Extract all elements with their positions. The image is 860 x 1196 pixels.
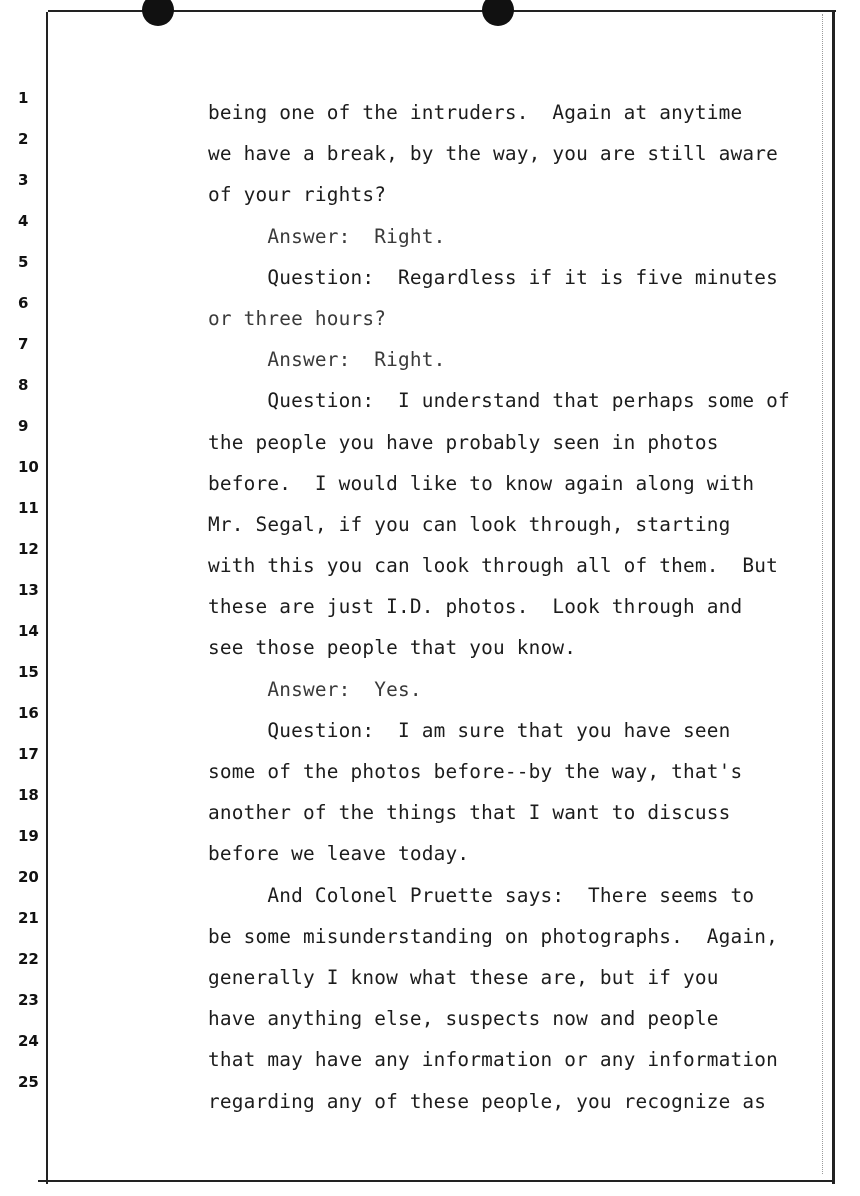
transcript-line: that may have any information or any information: [208, 1048, 778, 1072]
line-number: 14: [18, 622, 39, 640]
line-number: 12: [18, 540, 39, 558]
line-number: 9: [18, 417, 29, 435]
line-number: 17: [18, 745, 39, 763]
line-number: 16: [18, 704, 39, 722]
transcript-line: being one of the intruders. Again at anytime: [208, 101, 743, 124]
transcript-line: Answer: Right.: [208, 224, 446, 248]
line-number: 25: [18, 1073, 39, 1091]
transcript-line: regarding any of these people, you recognize as: [208, 1089, 767, 1113]
line-number: 22: [18, 950, 39, 968]
line-number: 4: [18, 212, 29, 230]
transcript-text: [208, 98, 830, 1128]
line-number: 21: [18, 909, 39, 927]
transcript-line: before. I would like to know again along with: [208, 471, 755, 495]
transcript-line: generally I know what these are, but if you: [208, 965, 719, 989]
line-number: 20: [18, 868, 39, 886]
line-number: 19: [18, 827, 39, 845]
transcript-line: these are just I.D. photos. Look through and: [208, 595, 743, 619]
transcript-line: another of the things that I want to discuss: [208, 801, 731, 825]
line-number: 11: [18, 499, 39, 517]
binder-hole-right: [482, 0, 514, 26]
line-number-column: [18, 88, 46, 1113]
transcript-line: of your rights?: [208, 183, 387, 207]
transcript-line: Answer: Right.: [208, 348, 446, 372]
line-number: 1: [18, 89, 29, 107]
transcript-line: the people you have probably seen in photos: [208, 430, 719, 454]
transcript-line: see those people that you know.: [208, 636, 577, 660]
frame-right-border: [832, 12, 835, 1184]
transcript-line: with this you can look through all of them. But: [208, 554, 778, 578]
line-number: 5: [18, 253, 29, 271]
transcript-line: Question: I am sure that you have seen: [208, 718, 731, 742]
line-number: 13: [18, 581, 39, 599]
transcript-line: be some misunderstanding on photographs. Again,: [208, 924, 778, 948]
line-number: 15: [18, 663, 39, 681]
frame-left-border: [46, 12, 48, 1184]
line-number: 6: [18, 294, 29, 312]
transcript-line: Mr. Segal, if you can look through, starting: [208, 512, 731, 536]
line-number: 24: [18, 1032, 39, 1050]
line-number: 23: [18, 991, 39, 1009]
transcript-line: Answer: Yes.: [208, 677, 422, 701]
transcript-line: have anything else, suspects now and people: [208, 1007, 719, 1031]
frame-bottom-border: [38, 1180, 834, 1182]
transcript-line: we have a break, by the way, you are still aware: [208, 142, 778, 166]
transcript-line: And Colonel Pruette says: There seems to: [208, 883, 755, 907]
transcript-line: or three hours?: [208, 306, 387, 330]
line-number: 3: [18, 171, 29, 189]
transcript-line: some of the photos before--by the way, that's: [208, 760, 743, 783]
binder-hole-left: [142, 0, 174, 26]
transcript-line: before we leave today.: [208, 842, 470, 866]
line-number: 10: [18, 458, 39, 476]
transcript-line: Question: I understand that perhaps some of: [208, 389, 790, 413]
transcript-line: Question: Regardless if it is five minutes: [208, 265, 778, 289]
line-number: 18: [18, 786, 39, 804]
line-number: 7: [18, 335, 29, 353]
line-number: 2: [18, 130, 29, 148]
line-number: 8: [18, 376, 29, 394]
